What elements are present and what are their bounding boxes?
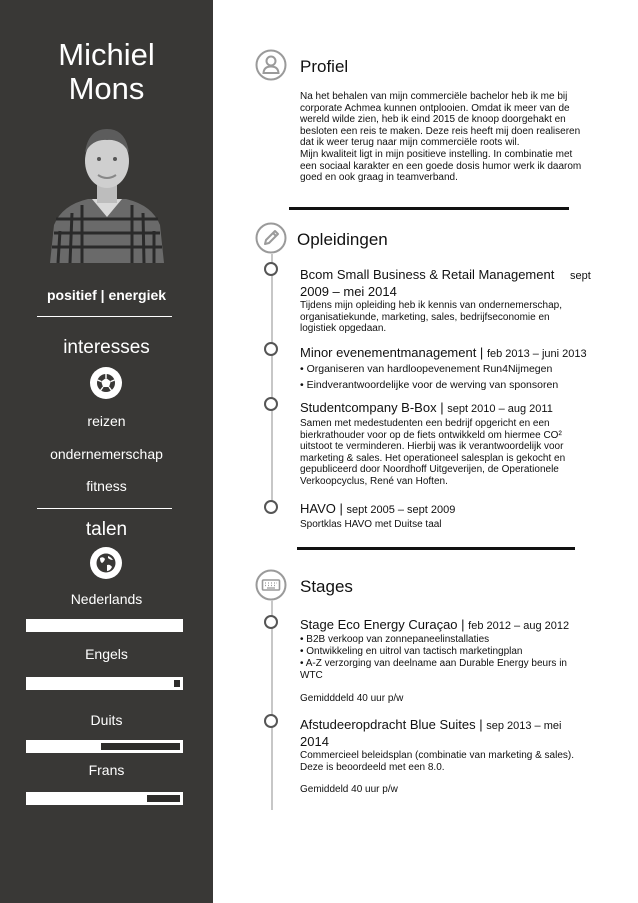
text-line: logistiek opgedaan. [300, 323, 387, 335]
text-line: wereld wilde zien, heb ik eind 2015 de knoop doorgehakt en [300, 114, 566, 126]
timeline-dot [264, 342, 278, 356]
last-name: Mons [68, 71, 145, 106]
section-rule [289, 207, 569, 210]
bullet-item: • Organiseren van hardloopevenement Run4Nijmegen [300, 363, 553, 375]
hours-text: Gemiddeld 40 uur p/w [300, 784, 398, 796]
text-line: Tijdens mijn opleiding heb ik kennis van ondernemerschap, [300, 300, 563, 311]
text-line: uitstoot te verminderen. Hierbij was ik verantwoordelijk voor [300, 441, 564, 453]
language-level-fill [174, 680, 180, 687]
text-line: Mijn kwaliteit ligt in mijn positieve instelling. In combinatie met [300, 148, 573, 160]
timeline-dot [264, 262, 278, 276]
timeline-dot [264, 397, 278, 411]
soccer-ball-icon [89, 366, 123, 400]
entry-title: Minor evenementmanagement | [300, 345, 484, 360]
timeline-dot [264, 615, 278, 629]
text-line: besloten een reis te maken. Deze reis heeft mij doen realiseren [300, 125, 581, 137]
interests-title: interesses [63, 337, 150, 358]
language-level-fill [147, 795, 180, 802]
text-line: dat ik weer terug naar mijn commerciële roots wil. [300, 137, 520, 149]
text-line: een sociaal karakter en een goede dosis humor werk ik daarom [300, 160, 582, 172]
globe-icon [89, 546, 123, 580]
text-line: organisatiekunde, marketing, sales, bedrijfseconomie en [300, 311, 550, 323]
education-entry [300, 345, 620, 392]
entry-title: Afstudeeropdracht Blue Suites | [300, 717, 483, 732]
entry-date: feb 2013 – juni 2013 [486, 348, 587, 360]
tagline: positief | energiek [46, 287, 167, 303]
bullet-item: • B2B verkoop van zonnepaneelinstallaties [300, 634, 490, 645]
timeline-line [271, 254, 273, 510]
entry-date: 2014 [300, 734, 329, 749]
sidebar-divider [37, 508, 172, 509]
entry-date: sept 2010 – aug 2011 [447, 403, 553, 415]
text-line: Verkoopcyclus, René van Hoften. [300, 475, 448, 487]
section-rule [297, 547, 575, 550]
timeline-dot [264, 500, 278, 514]
education-entry [300, 400, 610, 488]
text-line: corporate Achmea kunnen ontplooien. Omdat ik meer van de [300, 102, 570, 114]
text-line: Sportklas HAVO met Duitse taal [300, 519, 442, 530]
profile-photo [48, 113, 166, 263]
entry-date: sept [569, 270, 591, 282]
bullet-item: • Eindverantwoordelijke voor de werving van sponsoren [300, 379, 559, 391]
internship-entry [300, 617, 610, 705]
language-name: Frans [88, 762, 125, 778]
language-name: Engels [85, 646, 128, 662]
language-level-bar [26, 740, 183, 753]
person-name [0, 38, 213, 106]
first-name: Michiel [58, 37, 155, 72]
education-title: Opleidingen [297, 230, 388, 249]
entry-title: Bcom Small Business & Retail Management [300, 267, 555, 282]
keyboard-icon [255, 569, 287, 601]
entry-date: sep 2013 – mei [486, 720, 562, 732]
language-level-bar [26, 792, 183, 805]
text-line: Samen met medestudenten een bedrijf opgericht en een [300, 418, 550, 429]
sidebar-divider [37, 316, 172, 317]
bullet-item: • Ontwikkeling en uitrol van tactisch marketingplan [300, 646, 523, 657]
language-level-fill [101, 743, 180, 750]
interest-item: reizen [87, 413, 126, 429]
bullet-item: • A-Z verzorging van deelname aan Durable Energy beurs in [300, 658, 567, 669]
interest-item: fitness [86, 478, 127, 494]
entry-title: HAVO | [300, 501, 343, 516]
language-name: Duits [90, 712, 123, 728]
language-name: Nederlands [70, 591, 143, 607]
text-line: Deze is beoordeeld met een 8.0. [300, 761, 445, 773]
text-line: marketing & sales. Het operationeel salesplan is gekocht en [300, 452, 566, 464]
education-entry [300, 501, 610, 531]
bullet-item: WTC [300, 670, 323, 681]
text-line: bierkrathouder voor op de fiets ontwikkeld om hiermee CO² [300, 429, 562, 441]
language-level-bar [26, 619, 183, 632]
sidebar [0, 0, 213, 903]
text-line: Na het behalen van mijn commerciële bachelor heb ik me bij [300, 91, 568, 102]
text-line: gepubliceerd door Noordhoff Uitgeverijen, de Operationele [300, 464, 559, 476]
pencil-icon [255, 222, 287, 254]
education-entry [300, 267, 610, 335]
text-line: Commercieel beleidsplan (combinatie van marketing & sales). [300, 750, 575, 761]
entry-date: feb 2012 – aug 2012 [468, 620, 570, 632]
interest-item: ondernemerschap [50, 446, 163, 462]
hours-text: Gemidddeld 40 uur p/w [300, 693, 404, 704]
profile-title: Profiel [300, 57, 349, 76]
languages-title: talen [85, 519, 128, 540]
internship-entry [300, 717, 610, 796]
text-line: goed en ook graag in teamverband. [300, 172, 458, 184]
internships-title: Stages [300, 577, 353, 596]
person-icon [255, 49, 287, 81]
entry-date: 2009 – mei 2014 [300, 284, 397, 299]
entry-title: Stage Eco Energy Curaçao | [300, 617, 465, 632]
profile-text [300, 91, 610, 184]
entry-date: sept 2005 – sept 2009 [346, 504, 456, 516]
language-level-bar [26, 677, 183, 690]
entry-title: Studentcompany B-Box | [300, 400, 444, 415]
timeline-line [271, 600, 273, 810]
timeline-dot [264, 714, 278, 728]
